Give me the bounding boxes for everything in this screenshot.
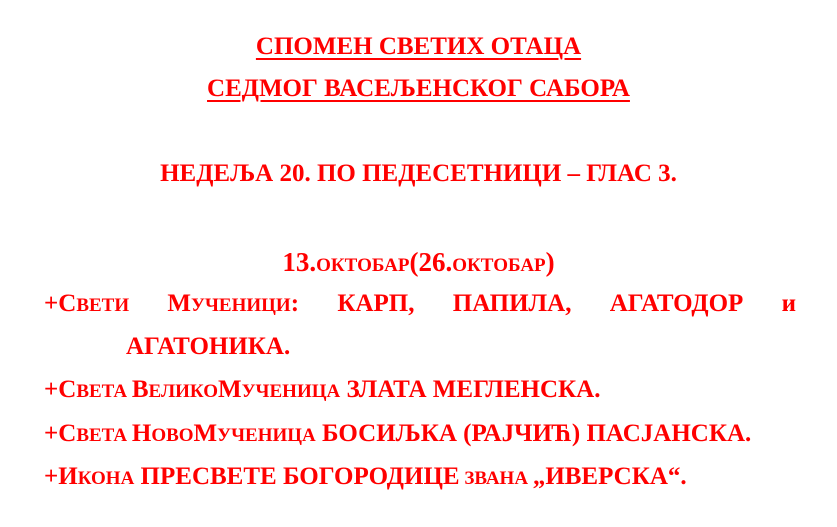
entry-3-plus: + <box>44 420 59 447</box>
sunday-heading <box>0 160 837 188</box>
title-line-1 <box>0 33 837 61</box>
entry-1-word-3: КАРП, <box>337 290 415 317</box>
entry-3-prefix: СВЕТА НОВОМУЧЕНИЦА <box>58 420 316 447</box>
entry-2-prefix: СВЕТА ВЕЛИКОМУЧЕНИЦА <box>58 376 341 403</box>
entry-1-word-4: ПАПИЛА, <box>452 290 572 317</box>
title-text-2: СЕДМОГ ВАСЕЉЕНСКОГ САБОРА <box>207 75 630 102</box>
entry-1-line <box>44 290 796 318</box>
entry-2-plus: + <box>44 376 59 403</box>
entry-2-line <box>44 376 600 404</box>
entry-1-continuation-text: АГАТОНИКА. <box>126 333 291 360</box>
entry-3-name: БОСИЉКА (РАЈЧИЋ) ПАСЈАНСКА. <box>315 420 752 447</box>
entry-1-word-5: АГАТОДОР <box>609 290 744 317</box>
date-line <box>0 247 837 278</box>
date-month-1: ОКТОБАР <box>316 255 410 276</box>
title-line-2 <box>0 75 837 103</box>
date-paren-close: ) <box>545 247 555 277</box>
date-paren-open: ( <box>409 247 419 277</box>
entry-4-line <box>44 463 687 491</box>
date-day-2: 26. <box>418 247 453 277</box>
entry-1-word-2: МУЧЕНИЦИ: <box>167 290 300 317</box>
entry-4-plus: + <box>44 463 59 490</box>
entry-4-prefix: ИКОНА <box>58 463 135 490</box>
date-month-2: ОКТОБАР <box>452 255 546 276</box>
entry-2-name: ЗЛАТА МЕГЛЕНСКА. <box>340 376 601 403</box>
entry-4-name: ПРЕСВЕТЕ БОГОРОДИЦЕ <box>134 463 460 490</box>
entry-1-word-1: +СВЕТИ <box>44 290 130 317</box>
entry-3-line <box>44 420 751 448</box>
entry-1-word-6: и <box>781 290 796 317</box>
entry-1-continuation <box>126 333 290 361</box>
date-day-1: 13. <box>282 247 317 277</box>
entry-4-mid: ЗВАНА <box>459 468 533 489</box>
title-text-1: СПОМЕН СВЕТИХ ОТАЦА <box>255 33 582 60</box>
entry-4-quote: „ИВЕРСКА“. <box>532 463 687 490</box>
sunday-text: НЕДЕЉА 20. ПО ПЕДЕСЕТНИЦИ – ГЛАС 3. <box>160 160 677 187</box>
